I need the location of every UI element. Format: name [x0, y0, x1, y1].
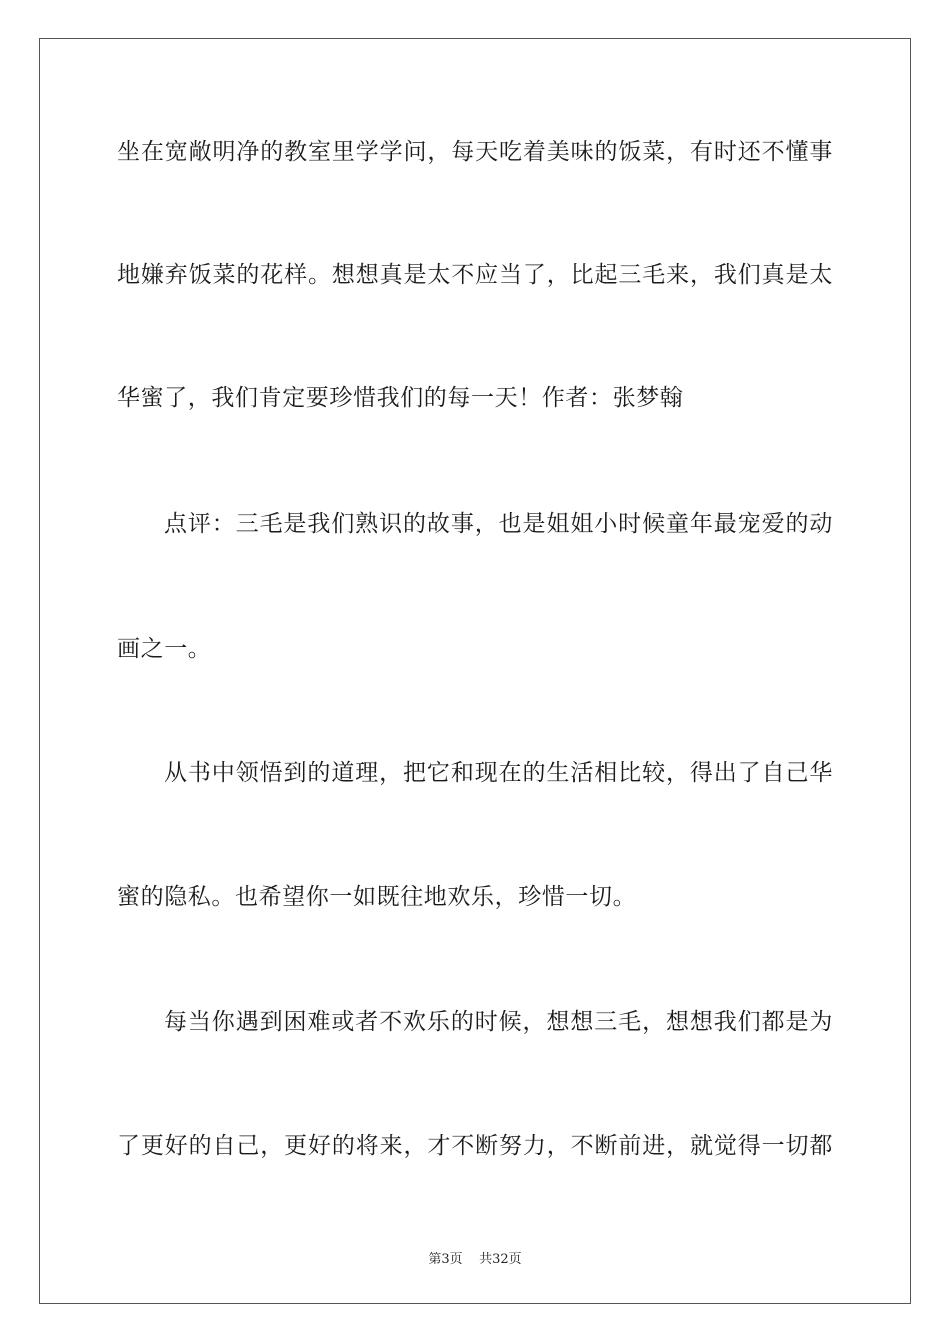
text-line-5: 画之一。 [117, 636, 212, 662]
text-line-2: 地嫌弃饭菜的花样。想想真是太不应当了，比起三毛来，我们真是太 [117, 262, 833, 288]
text-line-4: 点评：三毛是我们熟识的故事，也是姐姐小时候童年最宠爱的动 [164, 511, 833, 537]
page-total: 共32页 [479, 1252, 522, 1267]
text-line-3: 华蜜了，我们肯定要珍惜我们的每一天！作者：张梦翰 [117, 385, 684, 411]
text-line-1: 坐在宽敞明净的教室里学学问，每天吃着美味的饭菜，有时还不懂事 [117, 139, 833, 165]
page-footer [0, 1248, 950, 1267]
page-frame [39, 38, 911, 1304]
text-line-6: 从书中领悟到的道理，把它和现在的生活相比较，得出了自己华 [164, 760, 833, 786]
text-line-7: 蜜的隐私。也希望你一如既往地欢乐，珍惜一切。 [117, 884, 637, 910]
text-line-8: 每当你遇到困难或者不欢乐的时候，想想三毛，想想我们都是为 [164, 1009, 833, 1035]
page-number: 第3页 [428, 1252, 463, 1267]
text-line-9: 了更好的自己，更好的将来，才不断努力，不断前进，就觉得一切都 [117, 1133, 833, 1159]
